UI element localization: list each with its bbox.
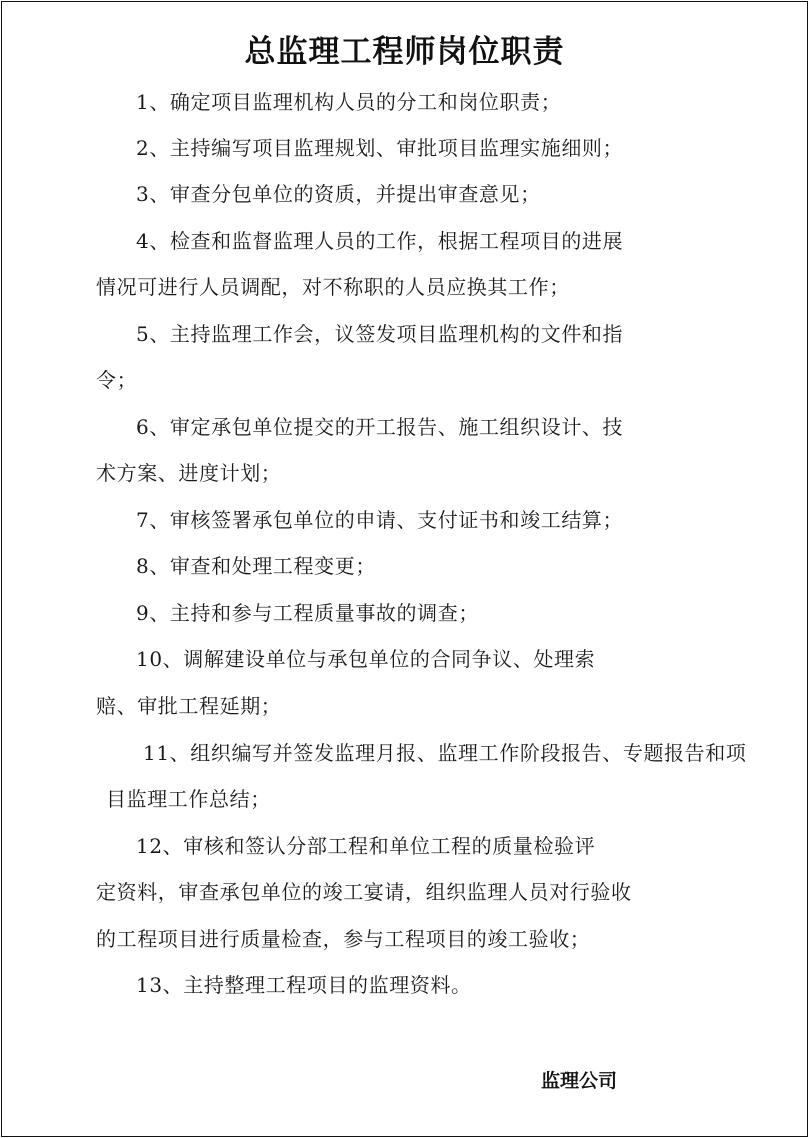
duty-line: 情况可进行人员调配，对不称职的人员应换其工作；: [96, 275, 570, 299]
duty-line: 的工程项目进行质量检查，参与工程项目的竣工验收；: [96, 927, 591, 951]
duty-line: 赔、审批工程延期；: [96, 694, 282, 718]
duty-line: 1、确定项目监理机构人员的分工和岗位职责；: [136, 90, 562, 114]
duty-line: 9、主持和参与工程质量事故的调查；: [136, 601, 479, 625]
duty-line: 2、主持编写项目监理规划、审批项目监理实施细则；: [136, 136, 624, 160]
duty-line: 令；: [96, 368, 138, 392]
duty-line: 11、组织编写并签发监理月报、监理工作阶段报告、专题报告和项: [143, 741, 747, 765]
duty-line: 8、审查和处理工程变更；: [136, 554, 376, 578]
duty-line: 5、主持监理工作会，议签发项目监理机构的文件和指: [136, 322, 624, 346]
signature-company: 监理公司: [541, 1070, 618, 1092]
duty-line: 目监理工作总结；: [106, 787, 271, 811]
duty-line: 定资料，审查承包单位的竣工宴请，组织监理人员对行验收: [96, 880, 632, 904]
duty-line: 4、检查和监督监理人员的工作，根据工程项目的进展: [136, 229, 624, 253]
duty-line: 3、审查分包单位的资质，并提出审查意见；: [136, 182, 541, 206]
duty-line: 13、主持整理工程项目的监理资料。: [136, 973, 472, 997]
document-page: [1, 1, 808, 1137]
duty-line: 6、审定承包单位提交的开工报告、施工组织设计、技: [136, 415, 624, 439]
duty-line: 术方案、进度计划；: [96, 461, 282, 485]
document-title: 总监理工程师岗位职责: [244, 34, 565, 70]
duty-line: 10、调解建设单位与承包单位的合同争议、处理索: [136, 647, 596, 671]
duty-line: 7、审核签署承包单位的申请、支付证书和竣工结算；: [136, 508, 624, 532]
duty-line: 12、审核和签认分部工程和单位工程的质量检验评: [136, 834, 596, 858]
